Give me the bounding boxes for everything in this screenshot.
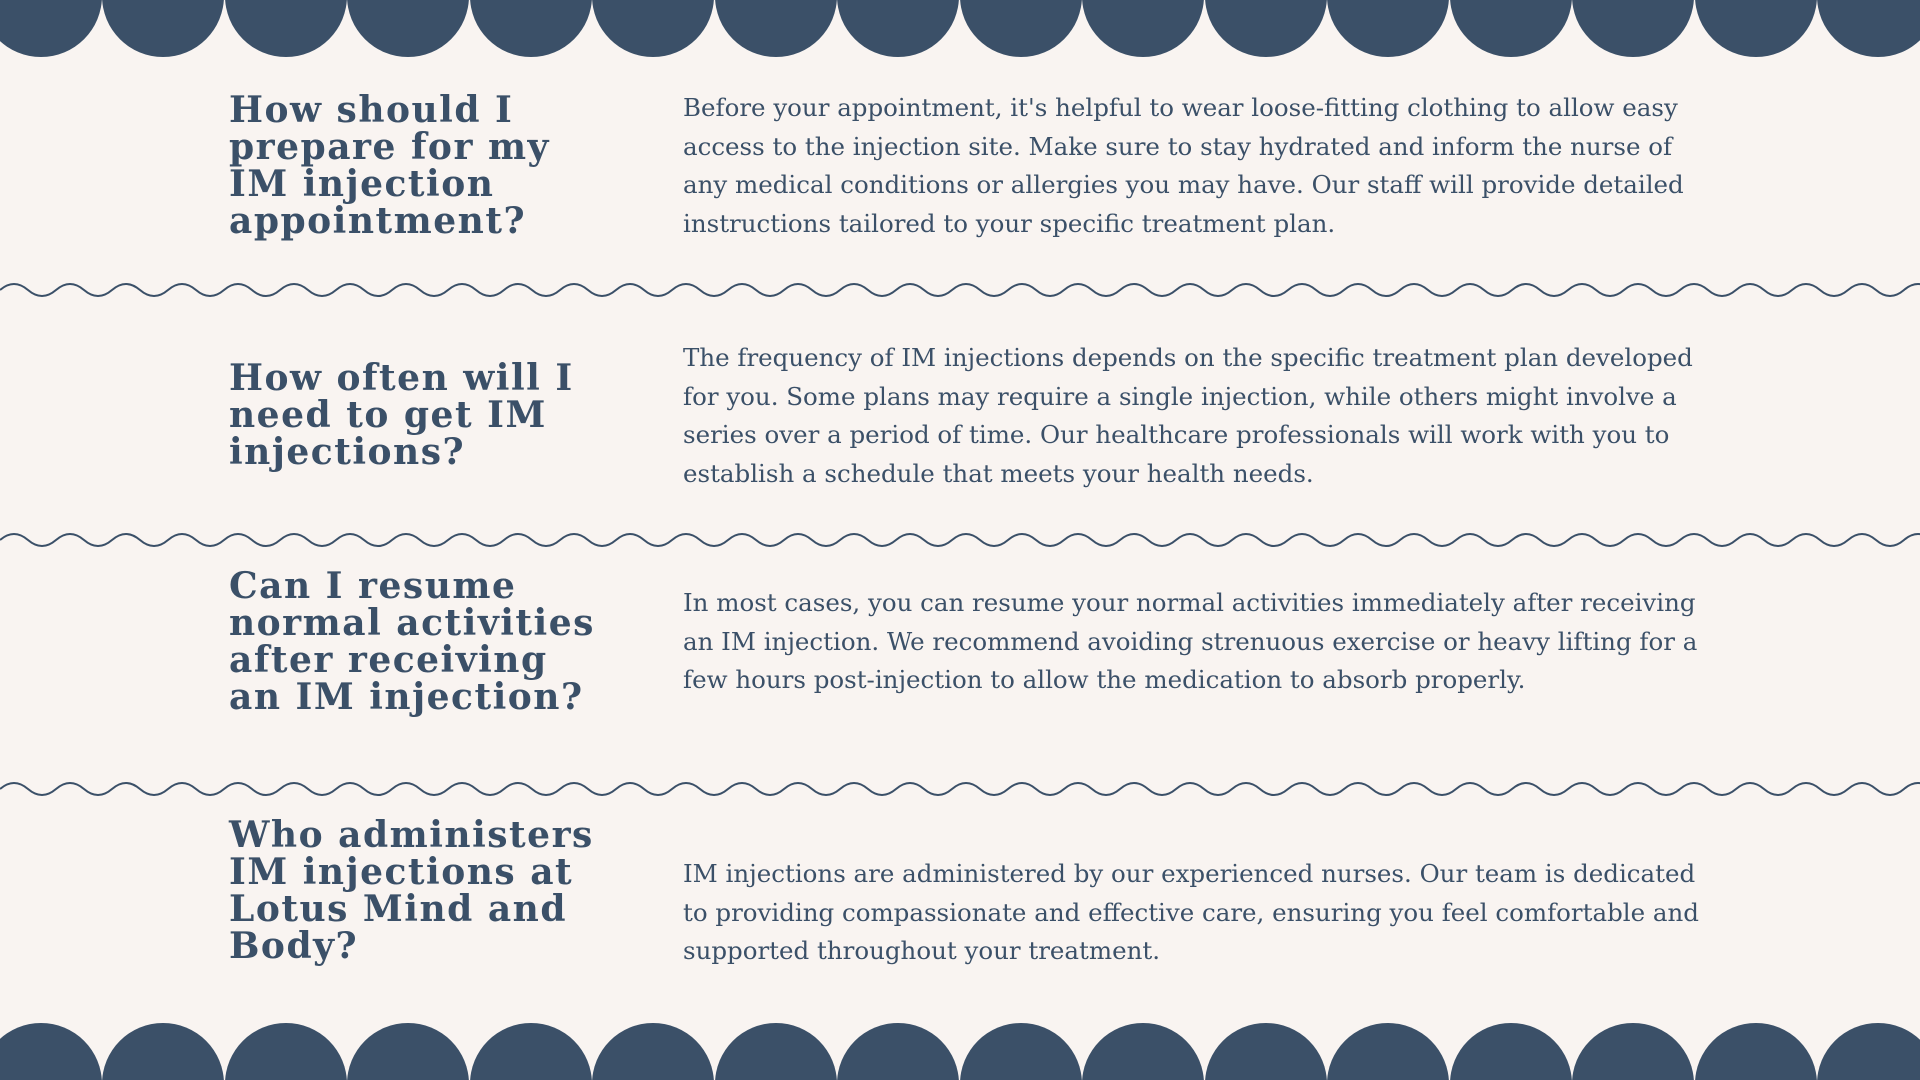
bottom-scallop-border xyxy=(0,1023,1920,1080)
faq-answer: Before your appointment, it's helpful to wear loose-fitting clothing to allow easy access to the injection site. Make sure to stay hydrated and inform the nurse of any medical conditions or allergies you may have. Our staff will provide detailed instructions tailored to your specific treatment plan. xyxy=(683,93,1684,238)
faq-question: How often will I need to get IM injections? xyxy=(229,357,574,473)
top-scallop-border xyxy=(0,0,1920,57)
faq-question: How should I prepare for my IM injection appointment? xyxy=(229,89,550,242)
wave-divider xyxy=(0,777,1920,801)
faq-question: Can I resume normal activities after receiving an IM injection? xyxy=(229,565,595,718)
faq-answer: IM injections are administered by our experienced nurses. Our team is dedicated to providing compassionate and effective care, ensuring you feel comfortable and supported throughout your treatment. xyxy=(683,859,1699,965)
faq-answer: The frequency of IM injections depends on the specific treatment plan developed for you. Some plans may require a single injection, while others might involve a series over a period of time. Our healthcare professionals will work with you to establish a schedule that meets your health needs. xyxy=(683,343,1693,488)
faq-question: Who administers IM injections at Lotus Mind and Body? xyxy=(229,814,594,967)
wave-divider xyxy=(0,528,1920,552)
faq-answer: In most cases, you can resume your normal activities immediately after receiving an IM injection. We recommend avoiding strenuous exercise or heavy lifting for a few hours post-injection to allow the medication to absorb properly. xyxy=(683,588,1698,694)
wave-divider xyxy=(0,278,1920,302)
